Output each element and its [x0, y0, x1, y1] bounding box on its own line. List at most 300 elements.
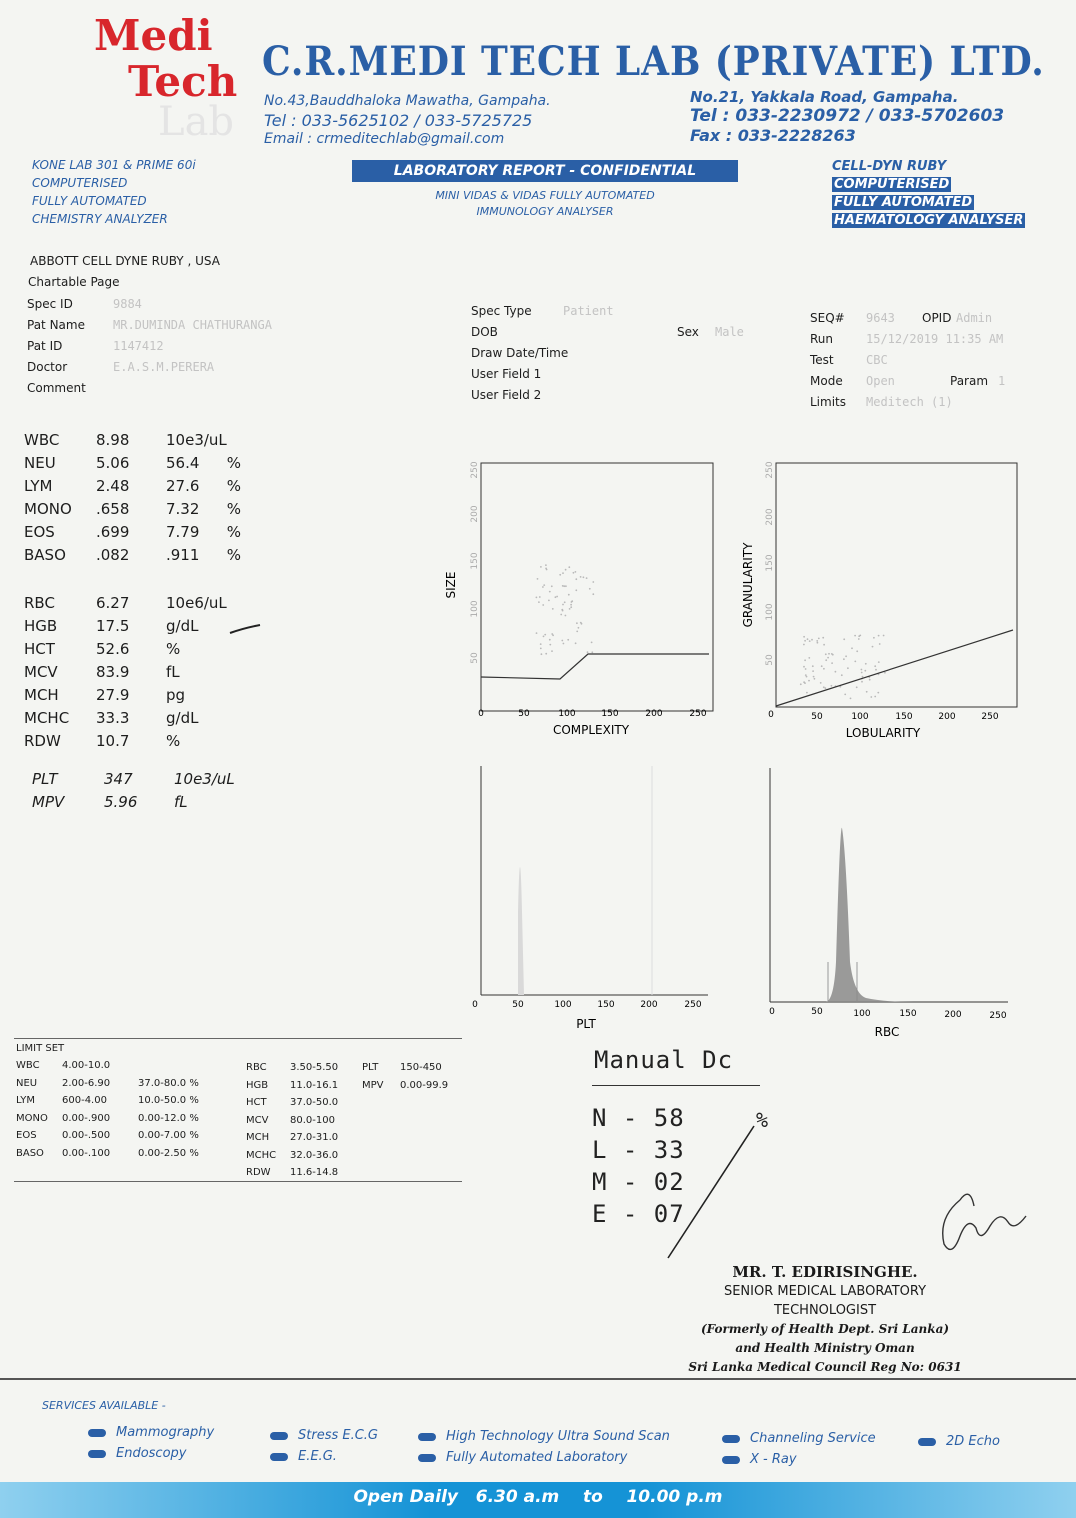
scatter-dot [592, 593, 594, 595]
plot-frame [481, 463, 713, 711]
limit-cell: RDW [246, 1167, 271, 1178]
limit-row [16, 1127, 228, 1145]
manual-dc-line: M - 02 [592, 1168, 685, 1196]
pat-id-value: 1147412 [113, 339, 164, 353]
scatter-dot [803, 636, 805, 638]
scatter-dot [805, 668, 807, 670]
limit-cell: 0.00-.900 [62, 1112, 111, 1124]
scatter-dot [875, 669, 877, 671]
x-tick: 50 [811, 712, 823, 722]
manual-dc-line: N - 58 [592, 1104, 685, 1132]
right-line: COMPUTERISED [834, 177, 950, 192]
scatter-dot [540, 648, 542, 650]
y-tick: 250 [470, 461, 480, 479]
scatter-dot [565, 569, 567, 571]
limit-row [246, 1147, 362, 1165]
x-tick: 100 [851, 712, 869, 722]
result-pct [227, 429, 247, 452]
immunology-block [352, 188, 738, 220]
result-value: 27.9 [96, 686, 130, 704]
result-name: HCT [24, 640, 55, 658]
scatter-dot [861, 669, 863, 671]
scatter-dot [866, 691, 868, 693]
x-tick: 0 [768, 710, 774, 720]
scatter-dot [817, 642, 819, 644]
result-name: WBC [24, 431, 60, 449]
result-value: 83.9 [96, 663, 130, 681]
result-row [24, 730, 227, 753]
scatter-dot [551, 585, 553, 587]
scatter-dot [575, 571, 577, 573]
service-icon [270, 1453, 288, 1461]
result-unit: 7.32 [166, 500, 200, 518]
limit-cell [138, 1057, 228, 1075]
device-name: ABBOTT CELL DYNE RUBY , USA [30, 254, 220, 268]
footer-hours [0, 1487, 1076, 1507]
x-tick: 100 [554, 1000, 572, 1010]
scatter-dot [803, 681, 805, 683]
limit-cell: 600-4.00 [62, 1095, 107, 1106]
scatter-dot [562, 604, 564, 606]
result-unit: 56.4 [166, 454, 200, 472]
limit-set-wbc [16, 1057, 228, 1162]
limit-cell: 0.00-.100 [62, 1147, 111, 1159]
result-unit: fL [166, 663, 180, 681]
limit-cell: HGB [246, 1079, 269, 1091]
scatter-dot [803, 644, 805, 646]
limit-cell: EOS [16, 1130, 37, 1141]
limit-cell: 11.0-16.1 [290, 1079, 339, 1091]
result-unit: g/dL [166, 617, 199, 635]
scatter-dot [828, 653, 830, 655]
signatory-oman: and Health Ministry Oman [735, 1341, 915, 1355]
branch1-block [264, 92, 551, 149]
mode-label: Mode [810, 374, 843, 388]
result-pct: % [226, 523, 242, 541]
scatter-dot [563, 585, 565, 587]
y-tick: 150 [470, 552, 480, 570]
scatter-dot [813, 676, 815, 678]
manual-dc-line: L - 33 [592, 1136, 685, 1164]
scatter-dot [870, 696, 872, 698]
signatory-block [660, 1263, 990, 1377]
doctor-value: E.A.S.M.PERERA [113, 360, 215, 374]
service-item: Mammography [116, 1425, 215, 1440]
limit-cell: PLT [362, 1062, 379, 1073]
branch2-block [690, 88, 1004, 145]
result-unit: 10e6/uL [166, 594, 227, 612]
x-tick-labels [768, 710, 999, 722]
scatter-dot [560, 614, 562, 616]
x-tick: 250 [684, 1000, 702, 1010]
scatter-dot [571, 600, 573, 602]
scatter-dot [548, 600, 550, 602]
result-row [24, 429, 247, 452]
service-item: Stress E.C.G [298, 1428, 378, 1443]
opid-label: OPID [922, 311, 952, 325]
banner-sub-line: MINI VIDAS & VIDAS FULLY AUTOMATED [435, 189, 655, 202]
limits-label: Limits [810, 395, 846, 409]
result-value: 347 [104, 770, 133, 788]
result-row [24, 638, 227, 661]
limit-cell: 150-450 [400, 1062, 442, 1073]
result-value: .658 [96, 500, 130, 518]
scatter-dot [589, 588, 591, 590]
branch1-email: Email : crmeditechlab@gmail.com [264, 131, 505, 147]
chemistry-analyzer-block [32, 156, 196, 228]
limit-cell: 0.00-99.9 [400, 1079, 449, 1091]
result-row [24, 475, 247, 498]
service-icon [418, 1433, 436, 1441]
scatter-points [800, 635, 886, 700]
result-unit: pg [166, 686, 186, 704]
pen-mark [228, 622, 262, 636]
service-item: Channeling Service [750, 1431, 876, 1446]
scatter-dot [542, 586, 544, 588]
limit-set-title: LIMIT SET [16, 1043, 65, 1054]
scatter-dot [552, 608, 554, 610]
x-tick: 200 [640, 1000, 658, 1010]
result-value: 6.27 [96, 594, 130, 612]
result-unit: 10e3/uL [174, 770, 235, 788]
branch1-address: No.43,Bauddhaloka Mawatha, Gampaha. [264, 93, 551, 109]
limit-cell: MPV [362, 1079, 384, 1091]
right-line: HAEMATOLOGY ANALYSER [834, 213, 1024, 228]
y-axis-label: GRANULARITY [741, 542, 755, 628]
limit-cell: 10.0-50.0 % [138, 1095, 199, 1106]
footer-from: 6.30 a.m [475, 1487, 560, 1507]
x-axis-label: PLT [576, 1017, 596, 1031]
service-item: Fully Automated Laboratory [446, 1450, 628, 1465]
scatter-dot [851, 647, 853, 649]
scatter-dot [544, 634, 546, 636]
service-item: High Technology Ultra Sound Scan [446, 1429, 670, 1444]
run-value: 15/12/2019 11:35 AM [866, 332, 1004, 346]
x-tick: 200 [645, 709, 663, 719]
manual-dc-percent: % [756, 1108, 770, 1132]
result-value: .082 [96, 546, 130, 564]
footer-to: to [582, 1487, 603, 1507]
gate-line [776, 630, 1013, 706]
scatter-dot [812, 665, 814, 667]
rbc-histogram [764, 762, 1026, 1042]
scatter-dot [869, 679, 871, 681]
branch1-tel: Tel : 033-5625102 / 033-5725725 [264, 111, 533, 130]
spec-type-label: Spec Type [471, 304, 532, 318]
left-line: COMPUTERISED [32, 176, 128, 190]
scatter-dot [827, 657, 829, 659]
scatter-dot [825, 653, 827, 655]
scatter-dot [823, 644, 825, 646]
limit-set-plt [362, 1059, 470, 1094]
scatter-dot [884, 672, 886, 674]
result-value: .699 [96, 523, 130, 541]
scatter-dot [806, 676, 808, 678]
limit-cell: 0.00-12.0 % [138, 1112, 199, 1124]
scatter-dot [561, 640, 563, 642]
test-value: CBC [866, 353, 888, 367]
scatter-dot [575, 589, 577, 591]
scatter-dot [821, 665, 823, 667]
pat-name-label: Pat Name [27, 318, 85, 332]
size-complexity-plot [436, 455, 726, 745]
scatter-points [536, 564, 595, 655]
user-field-2-label: User Field 2 [471, 388, 542, 402]
limit-row [246, 1112, 362, 1130]
patient-info [27, 294, 447, 399]
scatter-dot [874, 665, 876, 667]
scatter-dot [873, 637, 875, 639]
scatter-dot [861, 681, 863, 683]
limit-cell: 4.00-10.0 [62, 1060, 111, 1071]
scatter-dot [569, 608, 571, 610]
result-name: LYM [24, 477, 53, 495]
limit-cell: 32.0-36.0 [290, 1149, 339, 1161]
mode-value: Open [866, 374, 895, 388]
result-row [32, 791, 235, 814]
scatter-dot [561, 609, 563, 611]
scatter-dot [580, 622, 582, 624]
scatter-dot [543, 584, 545, 586]
limit-cell: 27.0-31.0 [290, 1132, 339, 1143]
scatter-dot [587, 651, 589, 653]
result-row [24, 498, 247, 521]
pat-id-label: Pat ID [27, 339, 63, 353]
scatter-dot [865, 663, 867, 665]
scatter-dot [878, 635, 880, 637]
scatter-dot [537, 578, 539, 580]
run-label: Run [810, 332, 834, 346]
result-name: MONO [24, 500, 72, 518]
scatter-dot [591, 642, 593, 644]
scatter-dot [856, 650, 858, 652]
result-unit: % [166, 640, 181, 658]
scatter-dot [841, 674, 843, 676]
limit-row [362, 1077, 470, 1095]
scatter-dot [562, 572, 564, 574]
user-field-1-label: User Field 1 [471, 367, 542, 381]
scatter-dot [874, 696, 876, 698]
scatter-dot [575, 578, 577, 580]
scatter-dot [568, 566, 570, 568]
services-rule [0, 1378, 1076, 1380]
limit-row [246, 1129, 362, 1147]
x-tick: 150 [895, 712, 913, 722]
scatter-dot [835, 671, 837, 673]
service-icon [88, 1450, 106, 1458]
x-tick: 0 [472, 1000, 478, 1010]
scatter-dot [555, 596, 557, 598]
limit-cell: BASO [16, 1147, 44, 1159]
service-icon [270, 1432, 288, 1440]
footer-open-daily: Open Daily [353, 1487, 458, 1507]
scatter-dot [844, 694, 846, 696]
service-item: 2D Echo [946, 1434, 1000, 1449]
scatter-dot [556, 596, 558, 598]
branch2-fax: Fax : 033-2228263 [690, 126, 856, 145]
scatter-dot [575, 642, 577, 644]
scatter-dot [822, 637, 824, 639]
scatter-dot [809, 640, 811, 642]
scatter-dot [800, 683, 802, 685]
granularity-lobularity-plot [736, 455, 1036, 747]
x-tick: 150 [899, 1009, 917, 1019]
x-tick-labels [472, 1000, 702, 1010]
x-tick: 250 [989, 1011, 1007, 1021]
opid-value: Admin [956, 311, 993, 325]
limit-cell: 37.0-80.0 % [138, 1077, 199, 1089]
limit-cell: WBC [16, 1060, 40, 1071]
limit-cell: 0.00-2.50 % [138, 1147, 199, 1159]
scatter-dot [591, 651, 593, 653]
y-tick-labels [470, 461, 480, 664]
result-row [24, 544, 247, 567]
spec-id-value: 9884 [113, 297, 142, 311]
result-row [32, 768, 235, 791]
x-tick: 0 [769, 1007, 775, 1017]
scatter-dot [825, 687, 827, 689]
result-value: 52.6 [96, 640, 130, 658]
param-value: 1 [998, 374, 1006, 388]
run-info [810, 308, 1070, 413]
scatter-dot [862, 676, 864, 678]
scatter-dot [861, 672, 863, 674]
limit-row [362, 1059, 470, 1077]
x-tick: 100 [853, 1009, 871, 1019]
scatter-dot [567, 639, 569, 641]
y-tick: 50 [470, 652, 480, 664]
y-tick: 250 [765, 461, 775, 479]
services-col5 [918, 1431, 1000, 1452]
signature [930, 1188, 1040, 1268]
scatter-dot [883, 635, 885, 637]
doctor-label: Doctor [27, 360, 68, 374]
page-type: Chartable Page [28, 275, 120, 289]
right-line: FULLY AUTOMATED [834, 195, 973, 210]
result-row [24, 592, 227, 615]
scatter-dot [540, 566, 542, 568]
services-col3 [418, 1426, 670, 1468]
scatter-dot [820, 682, 822, 684]
scatter-dot [854, 661, 856, 663]
scatter-dot [559, 574, 561, 576]
scatter-dot [562, 585, 564, 587]
result-value: 17.5 [96, 617, 130, 635]
scatter-dot [545, 568, 547, 570]
draw-label: Draw Date/Time [471, 346, 569, 360]
scatter-dot [541, 653, 543, 655]
limit-set-top-rule [14, 1038, 462, 1039]
limit-row [16, 1110, 228, 1128]
scatter-dot [823, 668, 825, 670]
scatter-dot [854, 635, 856, 637]
result-row [24, 707, 227, 730]
manual-dc-line: E - 07 [592, 1200, 685, 1228]
scatter-dot [549, 591, 551, 593]
scatter-dot [845, 655, 847, 657]
service-icon [918, 1438, 936, 1446]
scatter-dot [864, 670, 866, 672]
scatter-dot [592, 581, 594, 583]
pat-name-value: MR.DUMINDA CHATHURANGA [113, 318, 272, 332]
y-tick-labels [765, 461, 775, 666]
plt-histogram [466, 762, 716, 1034]
y-tick: 50 [765, 654, 775, 666]
scatter-dot [872, 646, 874, 648]
result-name: MCH [24, 686, 59, 704]
scatter-dot [573, 572, 575, 574]
limit-cell: 0.00-7.00 % [138, 1130, 199, 1141]
comment-label: Comment [27, 381, 86, 395]
scatter-dot [808, 657, 810, 659]
result-value: 2.48 [96, 477, 130, 495]
result-unit: fL [174, 793, 188, 811]
wbc-results-table [24, 429, 247, 567]
spec-id-label: Spec ID [27, 297, 73, 311]
result-name: EOS [24, 523, 55, 541]
scatter-dot [843, 638, 845, 640]
result-row [24, 615, 227, 638]
scatter-dot [578, 627, 580, 629]
x-axis-label: LOBULARITY [845, 726, 921, 740]
services-title: SERVICES AVAILABLE - [42, 1399, 166, 1412]
result-name: MPV [32, 793, 65, 811]
y-tick: 200 [765, 508, 775, 526]
scatter-dot [856, 686, 858, 688]
scatter-dot [538, 601, 540, 603]
limit-cell: NEU [16, 1077, 38, 1089]
limit-set-bottom-rule [14, 1181, 462, 1182]
seq-label: SEQ# [810, 311, 845, 325]
param-label: Param [950, 374, 989, 388]
limit-row [16, 1075, 228, 1093]
test-label: Test [810, 353, 834, 367]
scatter-dot [543, 636, 545, 638]
limit-cell: 80.0-100 [290, 1114, 335, 1126]
left-line: FULLY AUTOMATED [32, 194, 147, 208]
limits-value: Meditech (1) [866, 395, 953, 409]
x-tick-labels [769, 1007, 1007, 1021]
scatter-dot [818, 638, 820, 640]
service-icon [722, 1456, 740, 1464]
result-name: RDW [24, 732, 61, 750]
x-tick: 150 [597, 1000, 615, 1010]
manual-dc-title: Manual Dc [594, 1046, 734, 1074]
x-axis-label: COMPLEXITY [552, 723, 630, 737]
services-col1 [88, 1422, 214, 1464]
y-axis-label: SIZE [444, 571, 458, 599]
signatory-former: (Formerly of Health Dept. Sri Lanka) [700, 1322, 950, 1336]
scatter-dot [804, 640, 806, 642]
limit-row [246, 1164, 362, 1182]
result-name: MCHC [24, 709, 70, 727]
scatter-dot [803, 666, 805, 668]
x-tick: 50 [512, 1000, 524, 1010]
scatter-dot [858, 638, 860, 640]
result-unit: .911 [166, 546, 200, 564]
scatter-dot [580, 576, 582, 578]
scatter-dot [536, 597, 538, 599]
rbc-results-table [24, 592, 227, 753]
scatter-dot [814, 678, 816, 680]
result-value: 10.7 [96, 732, 130, 750]
limit-cell: HCT [246, 1097, 267, 1108]
logo-tech: Tech [128, 57, 238, 106]
result-row [24, 684, 227, 707]
logo-lab: Lab [158, 99, 235, 145]
result-row [24, 661, 227, 684]
limit-cell: MCHC [246, 1149, 277, 1161]
